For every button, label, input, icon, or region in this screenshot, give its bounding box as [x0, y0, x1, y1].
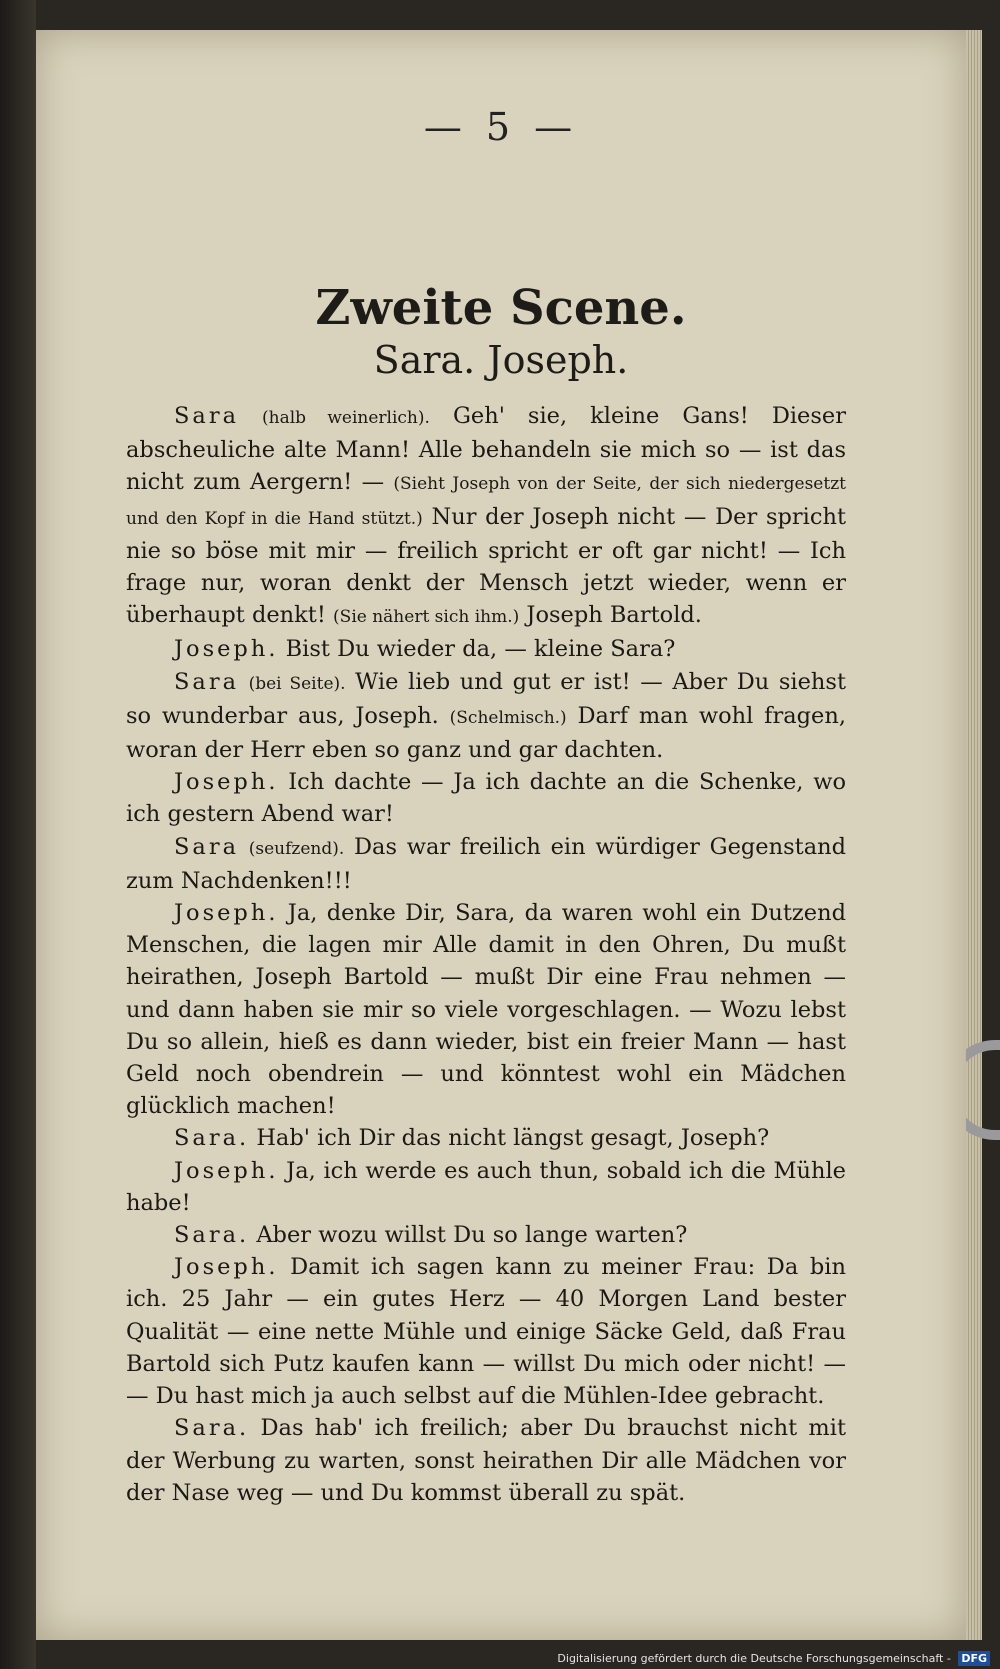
- dialogue-paragraph: [126, 400, 846, 633]
- dialogue-paragraph: [126, 897, 846, 1122]
- dialogue-paragraph: [126, 766, 846, 830]
- digitization-credit: [0, 1652, 990, 1665]
- speech-text: Wie lieb und gut er ist! — Aber Du siehst so wunderbar aus, Joseph.: [126, 668, 846, 729]
- stage-direction: (Sie nähert sich ihm.): [333, 607, 520, 628]
- dialogue-paragraph: [126, 1412, 846, 1509]
- scene-persons: Sara. Joseph.: [373, 338, 629, 382]
- speech-text: Damit ich sagen kann zu meiner Frau: Da bin ich. 25 Jahr — ein gutes Herz — 40 Morgen Land bester Qualität — eine nette Mühle und einige Säcke Geld, daß Frau Bartold sich Putz kaufen kann — willst Du mich oder nicht! — — Du hast mich ja auch selbst auf die Mühlen-Idee gebracht.: [126, 1254, 846, 1410]
- dialogue-paragraph: [126, 666, 846, 767]
- speech-text: Ja, denke Dir, Sara, da waren wohl ein Dutzend Menschen, die lagen mir Alle damit in den Ohren, Du mußt heirathen, Joseph Bartold — mußt Dir eine Frau nehmen — und dann haben sie mir so viele vorgeschlagen. — Wozu lebst Du so allein, hieß es dann wieder, bist ein freier Mann — hast Geld noch obendrein — und könntest wohl ein Mädchen glücklich machen!: [126, 900, 846, 1120]
- speaker-name: Joseph.: [174, 769, 279, 796]
- speech-text: Nur der Joseph nicht — Der spricht nie so böse mit mir — freilich spricht er oft gar nicht! — Ich frage nur, woran denkt der Mensch jetzt wieder, wenn er überhaupt denkt!: [126, 503, 846, 629]
- speech-text: Ich dachte — Ja ich dachte an die Schenke, wo ich gestern Abend war!: [126, 769, 846, 828]
- book-gutter: [0, 0, 36, 1669]
- speech-text: Bist Du wieder da, — kleine Sara?: [285, 636, 676, 663]
- speaker-name: Sara: [174, 833, 239, 860]
- dialogue-paragraph: [126, 1155, 846, 1219]
- dialogue-text: [126, 400, 846, 1509]
- dfg-logo: DFG: [958, 1651, 990, 1666]
- speaker-name: Sara.: [174, 1125, 250, 1152]
- speaker-name: Joseph.: [174, 636, 279, 663]
- stage-direction: (bei Seite).: [248, 673, 346, 694]
- speech-text: Aber wozu willst Du so lange warten?: [256, 1222, 688, 1249]
- page-number: — 5 —: [423, 105, 579, 149]
- speech-text: Das hab' ich freilich; aber Du brauchst nicht mit der Werbung zu warten, sonst heirathen Dir alle Mädchen vor der Nase weg — und Du kommst überall zu spät.: [126, 1415, 847, 1506]
- stage-direction: (Sieht Joseph von der Seite, der sich niedergesetzt und den Kopf in die Hand stützt.): [126, 474, 846, 529]
- dialogue-paragraph: [126, 831, 846, 897]
- dialogue-paragraph: [126, 1219, 846, 1251]
- scene-title: Zweite Scene.: [315, 280, 687, 336]
- dialogue-paragraph: [126, 1122, 846, 1154]
- dialogue-paragraph: [126, 1251, 846, 1412]
- speech-text: Hab' ich Dir das nicht längst gesagt, Joseph?: [256, 1125, 770, 1152]
- speaker-name: Joseph.: [174, 900, 279, 927]
- stage-direction: (halb weinerlich).: [262, 408, 430, 428]
- speech-text: Joseph Bartold.: [526, 602, 702, 629]
- stage-direction: (Schelmisch.): [449, 707, 567, 728]
- speaker-name: Sara: [174, 668, 239, 695]
- dialogue-paragraph: [126, 633, 846, 665]
- book-page: [36, 30, 966, 1640]
- speech-text: Ja, ich werde es auch thun, sobald ich die Mühle habe!: [126, 1157, 847, 1216]
- credit-text: Digitalisierung gefördert durch die Deutsche Forschungsgemeinschaft -: [557, 1652, 951, 1665]
- speaker-name: Joseph.: [174, 1157, 279, 1184]
- speech-text: Darf man wohl fragen, woran der Herr eben so ganz und gar dachten.: [126, 702, 846, 764]
- speaker-name: Joseph.: [174, 1254, 279, 1281]
- speech-text: Das war freilich ein würdiger Gegenstand zum Nachdenken!!!: [126, 833, 847, 894]
- speaker-name: Sara.: [174, 1415, 250, 1442]
- speech-text: Geh' sie, kleine Gans! Dieser abscheuliche alte Mann! Alle behandeln sie mich so — ist das nicht zum Aergern! —: [126, 403, 846, 496]
- speaker-name: Sara: [174, 403, 239, 429]
- speaker-name: Sara.: [174, 1222, 250, 1249]
- stage-direction: (seufzend).: [248, 838, 345, 859]
